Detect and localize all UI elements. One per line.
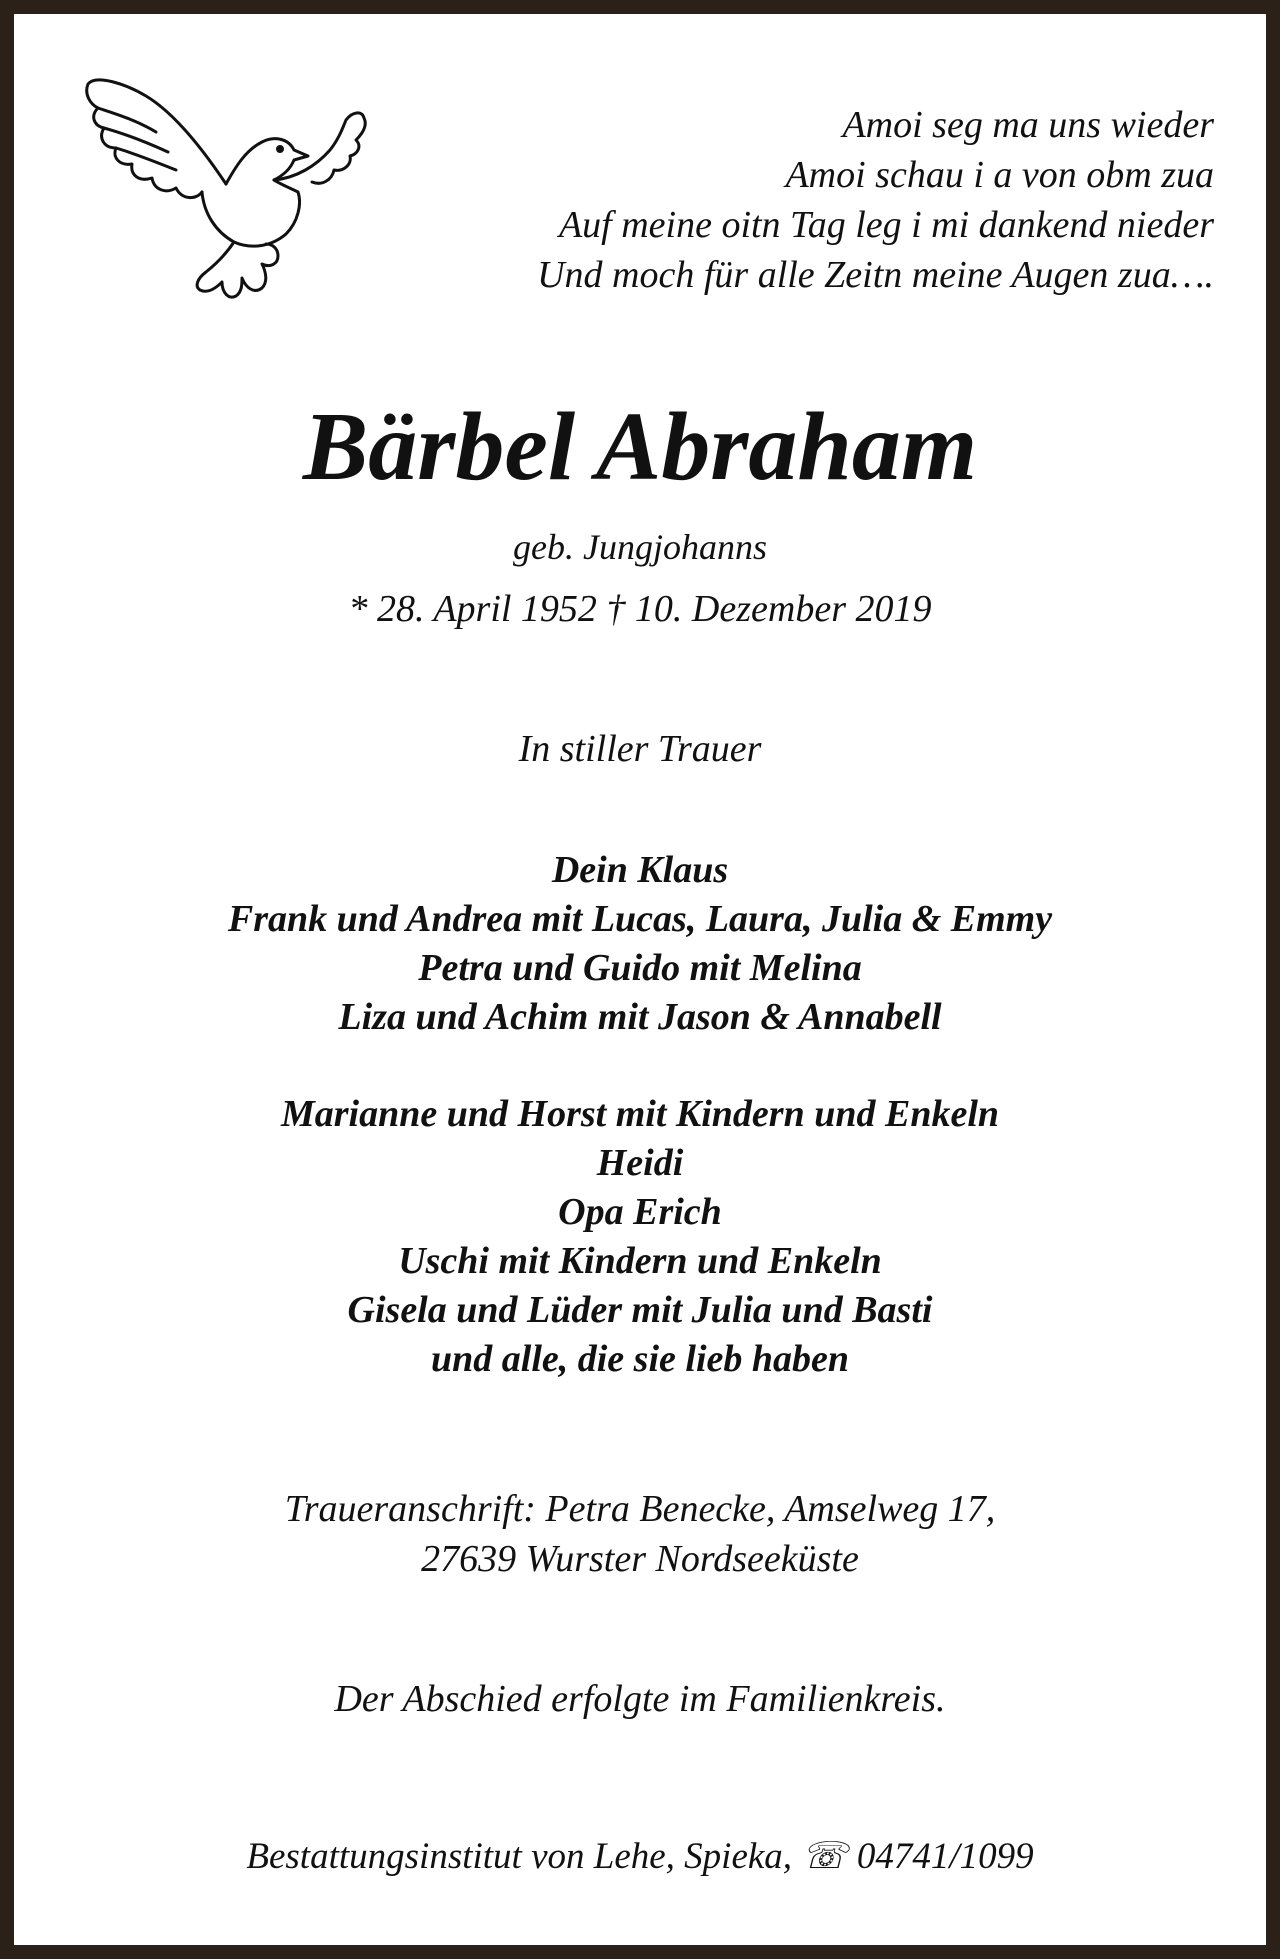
- obituary-card: [14, 14, 1266, 1945]
- farewell-note: Der Abschied erfolgte im Familienkreis.: [334, 1678, 946, 1720]
- address-line: Traueranschrift: Petra Benecke, Amselweg 17,: [284, 1488, 996, 1530]
- mourner-line: Petra und Guido mit Melina: [418, 947, 862, 989]
- family-list: [14, 846, 1266, 1042]
- mourner-line: Gisela und Lüder mit Julia und Basti: [347, 1289, 933, 1331]
- mourner-line: Frank und Andrea mit Lucas, Laura, Julia & Emmy: [227, 898, 1053, 940]
- mourner-line: Uschi mit Kindern und Enkeln: [398, 1240, 882, 1282]
- deceased-name: Bärbel Abraham: [302, 393, 978, 501]
- mourner-line: und alle, die sie lieb haben: [431, 1338, 849, 1380]
- mourning-intro: In stiller Trauer: [518, 728, 762, 770]
- mourner-line: Marianne und Horst mit Kindern und Enkeln: [280, 1093, 1000, 1135]
- poem: [537, 100, 1214, 300]
- telephone-icon: ☏: [801, 1836, 848, 1877]
- life-dates: * 28. April 1952 † 10. Dezember 2019: [348, 588, 932, 630]
- funeral-home: [14, 1832, 1266, 1882]
- mourner-line: Liza und Achim mit Jason & Annabell: [338, 996, 942, 1038]
- mourner-line: Opa Erich: [558, 1191, 722, 1233]
- poem-line: Und moch für alle Zeitn meine Augen zua….: [537, 254, 1214, 296]
- dove-icon: [76, 54, 376, 324]
- poem-line: Auf meine oitn Tag leg i mi dankend nieder: [558, 204, 1214, 246]
- mourning-address: [14, 1484, 1266, 1584]
- poem-line: Amoi seg ma uns wieder: [842, 104, 1214, 146]
- mourner-line: Heidi: [596, 1142, 684, 1184]
- address-line: 27639 Wurster Nordseeküste: [421, 1538, 859, 1580]
- birth-name: geb. Jungjohanns: [513, 527, 767, 567]
- funeral-home-phone: 04741/1099: [856, 1836, 1034, 1877]
- poem-line: Amoi schau i a von obm zua: [785, 154, 1214, 196]
- funeral-home-name: Bestattungsinstitut von Lehe, Spieka,: [246, 1836, 793, 1877]
- mourner-line: Dein Klaus: [551, 849, 729, 891]
- relatives-list: [14, 1090, 1266, 1384]
